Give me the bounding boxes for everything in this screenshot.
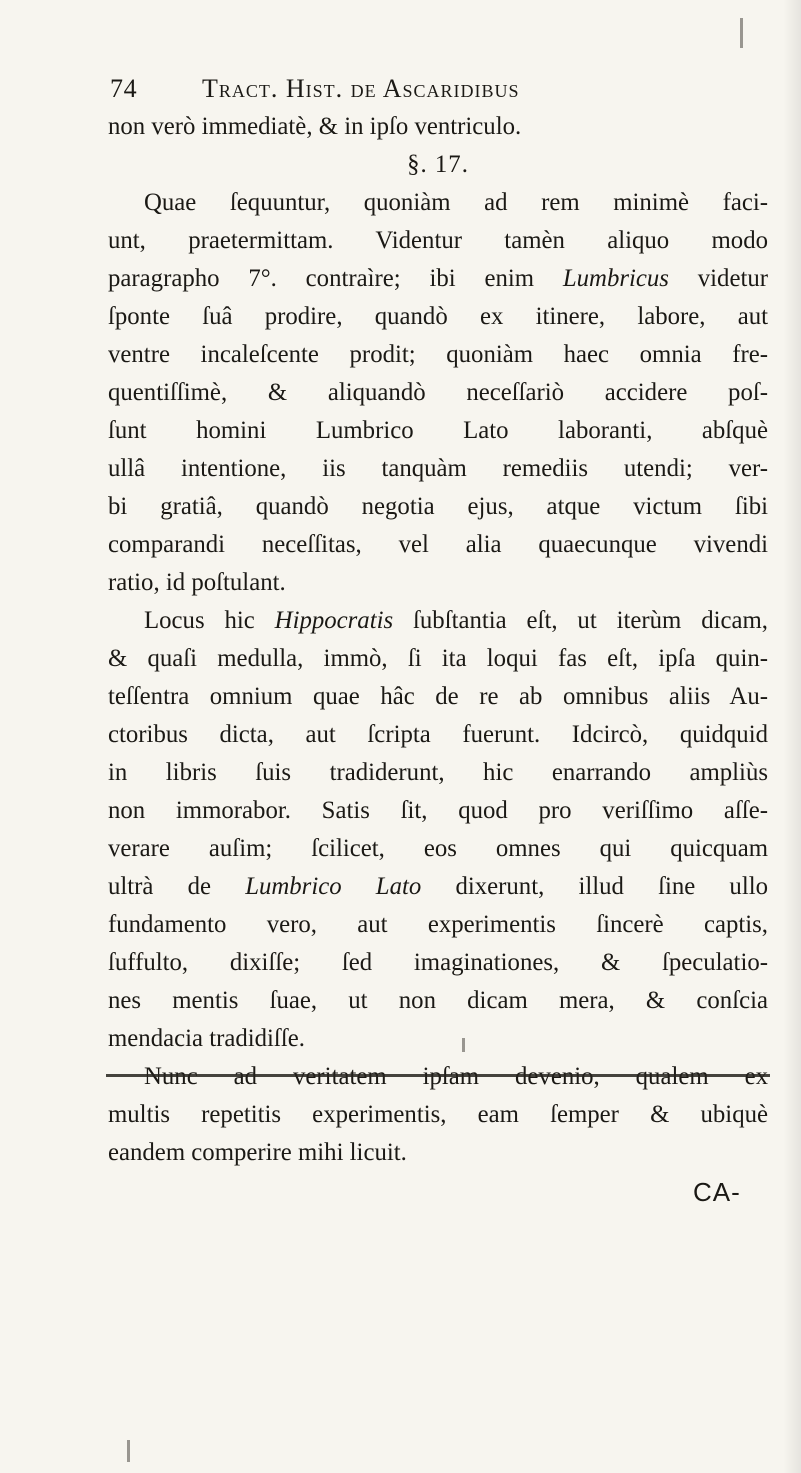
text-line: quentiſſimè, & aliquandò neceſſariò accidere poſ-	[108, 379, 768, 406]
text-line: nes mentis ſuae, ut non dicam mera, & conſcia	[108, 987, 768, 1014]
text-line	[108, 868, 768, 906]
text-line: non immorabor. Satis ſit, quod pro veriſſimo aſſe-	[108, 797, 768, 824]
text-line: unt, praetermittam. Videntur tamèn aliquo modo	[108, 227, 768, 254]
italic-name: Lumbricus	[562, 265, 669, 292]
text-line: teſſentra omnium quae hâc de re ab omnibus aliis Au-	[108, 683, 768, 710]
text-line: comparandi neceſſitas, vel alia quaecunque vivendi	[108, 531, 768, 558]
text-line: in libris ſuis tradiderunt, hic enarrando ampliùs	[108, 759, 768, 786]
page-number: 74	[110, 74, 138, 103]
text-line: multis repetitis experimentis, eam ſemper & ubiquè	[108, 1101, 768, 1128]
text-line: ſunt homini Lumbrico Lato laboranti, abſquè	[108, 417, 768, 444]
text-line: fundamento vero, aut experimentis ſincerè captis,	[108, 911, 768, 938]
text-line: ratio, id poſtulant.	[108, 569, 286, 596]
text-line: ſponte ſuâ prodire, quandò ex itinere, labore, aut	[108, 303, 768, 330]
text-line	[108, 1058, 768, 1096]
section-number: §. 17.	[407, 151, 469, 178]
body-text	[108, 108, 768, 1172]
text-line: eandem comperire mihi licuit.	[108, 1139, 407, 1166]
catchword: CA-	[693, 1177, 741, 1207]
text-line: ſuffulto, dixiſſe; ſed imaginationes, & ſpeculatio-	[108, 949, 768, 976]
text-line-segment: ultrà de Lumbrico Lato dixerunt, illud ſine ullo	[108, 873, 769, 900]
footer-rule	[106, 1074, 770, 1077]
text-line: mendacia tradidiſſe.	[108, 1025, 305, 1052]
text-line-segment: Locus hic Hippocratis ſubſtantia eſt, ut iterùm dicam,	[144, 607, 768, 634]
text-line	[108, 602, 768, 640]
text-line: non verò immediatè, & in ipſo ventriculo.	[108, 113, 522, 140]
page-edge-shadow	[783, 0, 801, 1473]
text-line: verare auſim; ſcilicet, eos omnes qui quicquam	[108, 835, 768, 862]
text-line: ctoribus dicta, aut ſcripta fuerunt. Idcircò, quidquid	[108, 721, 768, 748]
text-line: bi gratiâ, quandò negotia ejus, atque victum ſibi	[108, 493, 768, 520]
text-line-segment: paragrapho 7°. contraìre; ibi enim Lumbricus videtur	[108, 265, 769, 292]
print-mark	[462, 1038, 465, 1052]
italic-name: Hippocratis	[274, 607, 394, 634]
text-line: Quae ſequuntur, quoniàm ad rem minimè faci-	[144, 189, 768, 216]
italic-name: Lumbrico Lato	[245, 873, 422, 900]
text-line: ventre incaleſcente prodit; quoniàm haec omnia fre-	[108, 341, 768, 368]
text-line: ullâ intentione, iis tanquàm remediis utendi; ver-	[108, 455, 768, 482]
running-title: Tract. Hist. de Ascaridibus	[202, 74, 520, 103]
text-line	[108, 260, 768, 298]
text-line: & quaſi medulla, immò, ſi ita loqui fas eſt, ipſa quin-	[108, 645, 768, 672]
print-mark	[740, 18, 743, 48]
running-head	[110, 74, 730, 110]
print-mark	[127, 1440, 130, 1462]
